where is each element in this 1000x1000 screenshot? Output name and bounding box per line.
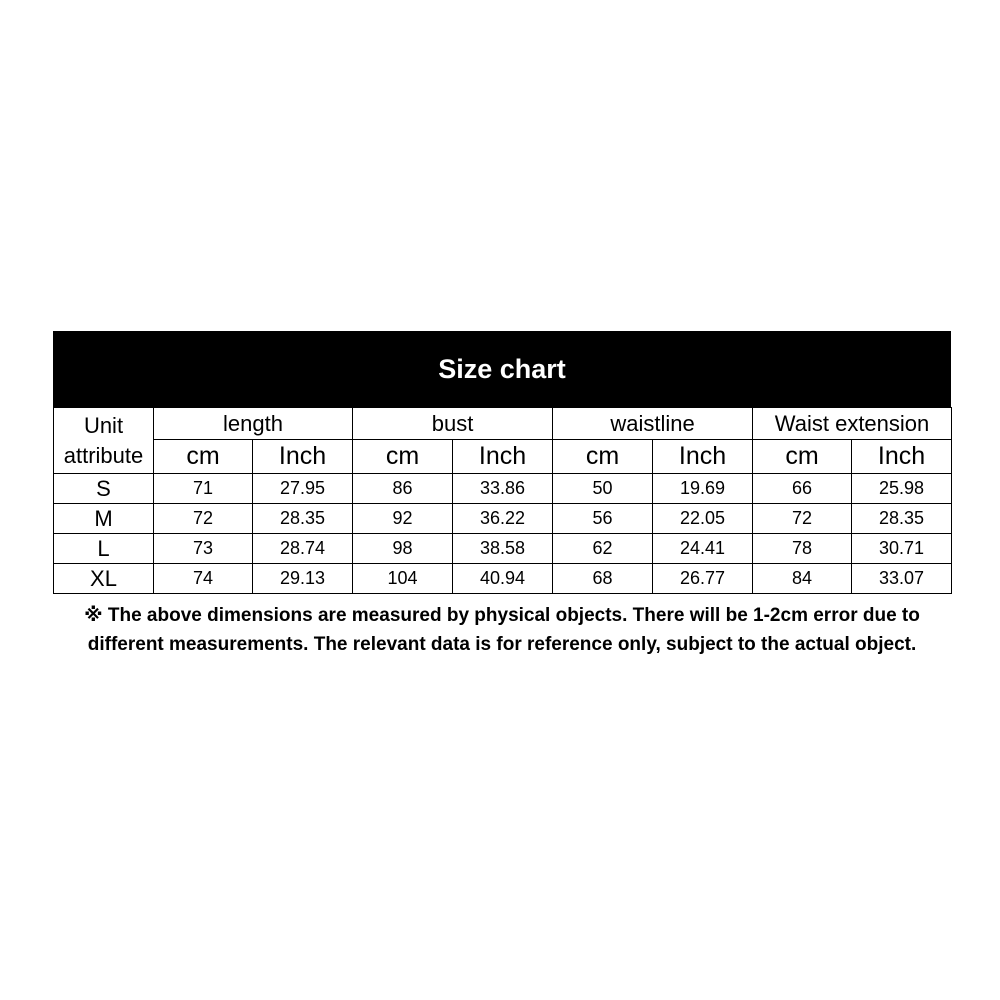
size-label: XL <box>54 564 154 594</box>
unit-inch: Inch <box>653 440 753 474</box>
table-cell: 28.74 <box>253 534 353 564</box>
header-bust: bust <box>353 408 553 440</box>
table-cell: 19.69 <box>653 474 753 504</box>
table-cell: 33.86 <box>453 474 553 504</box>
size-table <box>53 407 952 594</box>
table-cell: 56 <box>553 504 653 534</box>
table-row <box>54 474 952 504</box>
table-cell: 98 <box>353 534 453 564</box>
table-cell: 74 <box>154 564 253 594</box>
unit-cm: cm <box>353 440 453 474</box>
unit-label: Unit <box>83 412 124 438</box>
unit-inch: Inch <box>253 440 353 474</box>
disclaimer-note: ※ The above dimensions are measured by physical objects. There will be 1-2cm error due to different measurements. The relevant data is for reference only, subject to the actual object. <box>84 605 920 655</box>
table-cell: 86 <box>353 474 453 504</box>
table-cell: 73 <box>154 534 253 564</box>
table-cell: 24.41 <box>653 534 753 564</box>
table-row <box>54 504 952 534</box>
table-cell: 66 <box>753 474 852 504</box>
unit-inch: Inch <box>453 440 553 474</box>
unit-row <box>54 440 952 474</box>
table-cell: 104 <box>353 564 453 594</box>
table-cell: 62 <box>553 534 653 564</box>
table-cell: 72 <box>753 504 852 534</box>
table-cell: 36.22 <box>453 504 553 534</box>
table-cell: 78 <box>753 534 852 564</box>
table-cell: 27.95 <box>253 474 353 504</box>
table-cell: 25.98 <box>852 474 952 504</box>
table-cell: 29.13 <box>253 564 353 594</box>
unit-cm: cm <box>553 440 653 474</box>
size-label: L <box>54 534 154 564</box>
table-cell: 50 <box>553 474 653 504</box>
chart-title: Size chart <box>53 331 951 407</box>
table-cell: 71 <box>154 474 253 504</box>
header-waistline: waistline <box>553 408 753 440</box>
table-cell: 92 <box>353 504 453 534</box>
table-cell: 38.58 <box>453 534 553 564</box>
table-cell: 28.35 <box>253 504 353 534</box>
attribute-label: attribute <box>63 442 144 468</box>
size-chart <box>53 331 951 594</box>
size-label: M <box>54 504 154 534</box>
table-cell: 84 <box>753 564 852 594</box>
header-length: length <box>154 408 353 440</box>
table-cell: 26.77 <box>653 564 753 594</box>
unit-cm: cm <box>753 440 852 474</box>
table-cell: 28.35 <box>852 504 952 534</box>
header-waist-extension: Waist extension <box>753 408 952 440</box>
size-label: S <box>54 474 154 504</box>
header-row <box>54 408 952 440</box>
unit-cm: cm <box>154 440 253 474</box>
unit-inch: Inch <box>852 440 952 474</box>
table-cell: 40.94 <box>453 564 553 594</box>
unit-attribute-cell <box>54 408 154 474</box>
table-cell: 72 <box>154 504 253 534</box>
table-cell: 22.05 <box>653 504 753 534</box>
table-row <box>54 534 952 564</box>
table-cell: 33.07 <box>852 564 952 594</box>
table-row <box>54 564 952 594</box>
table-cell: 68 <box>553 564 653 594</box>
table-cell: 30.71 <box>852 534 952 564</box>
